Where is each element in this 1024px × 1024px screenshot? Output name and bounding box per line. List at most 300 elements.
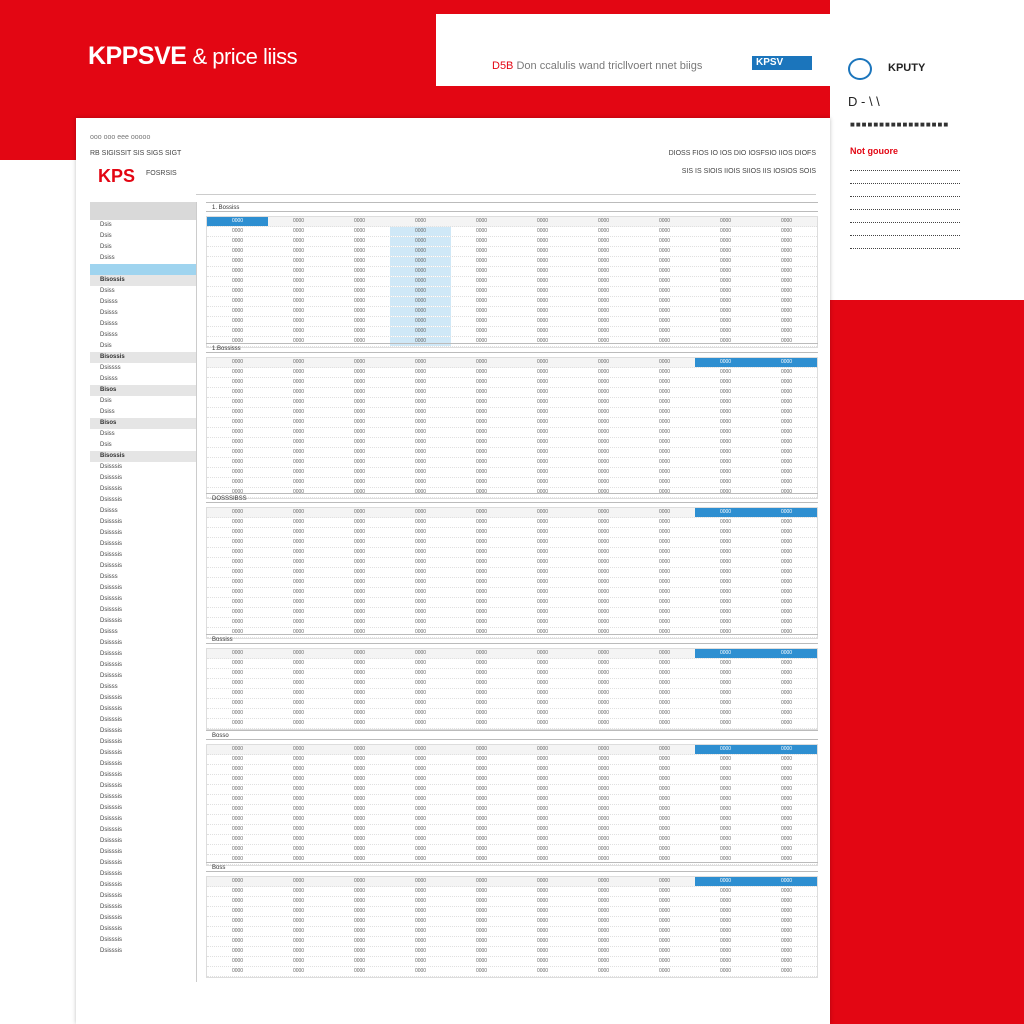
sidebar-item[interactable]: Dsisssis xyxy=(100,728,122,734)
table-cell: 0000 xyxy=(353,938,366,944)
table-cell: 0000 xyxy=(231,599,244,605)
sidebar-item[interactable]: Dsis xyxy=(100,222,112,228)
table-row[interactable] xyxy=(207,418,817,428)
sidebar-item[interactable]: Dsisssis xyxy=(100,673,122,679)
data-table xyxy=(206,876,818,978)
sidebar-item[interactable]: Dsiss xyxy=(100,288,115,294)
table-cell: 0000 xyxy=(719,389,732,395)
table-cell: 0000 xyxy=(658,650,671,656)
table-row[interactable] xyxy=(207,438,817,448)
table-cell: 0000 xyxy=(231,228,244,234)
table-cell: 0000 xyxy=(292,539,305,545)
table-cell: 0000 xyxy=(414,439,427,445)
sidebar-item[interactable]: Dsisssis xyxy=(100,761,122,767)
sidebar-item[interactable]: Dsisssis xyxy=(100,475,122,481)
table-cell: 0000 xyxy=(292,238,305,244)
table-cell: 0000 xyxy=(353,670,366,676)
table-cell: 0000 xyxy=(475,650,488,656)
sidebar-item[interactable]: Dsisssis xyxy=(100,849,122,855)
doc-controls[interactable]: SIS IS SIOIS IIOIS SIIOS IIS IOSIOS SOIS xyxy=(681,168,816,175)
table-cell: 0000 xyxy=(231,238,244,244)
table-cell: 0000 xyxy=(414,660,427,666)
sidebar-item[interactable]: Dsisssis xyxy=(100,662,122,668)
sidebar-item[interactable]: Dsisssis xyxy=(100,838,122,844)
sidebar-item[interactable]: Dsiss xyxy=(100,431,115,437)
table-row[interactable] xyxy=(207,227,817,237)
table-cell: 0000 xyxy=(231,690,244,696)
sidebar-item[interactable]: Dsisssis xyxy=(100,904,122,910)
table-cell: 0000 xyxy=(536,670,549,676)
sidebar-item[interactable]: Dsisssis xyxy=(100,464,122,470)
table-cell: 0000 xyxy=(292,359,305,365)
table-cell: 0000 xyxy=(780,786,793,792)
table-cell: 0000 xyxy=(597,389,610,395)
table-row[interactable] xyxy=(207,598,817,608)
sidebar-item[interactable]: Dsissss xyxy=(100,365,121,371)
table-cell: 0000 xyxy=(414,609,427,615)
table-cell: 0000 xyxy=(658,469,671,475)
table-row[interactable] xyxy=(207,297,817,307)
table-row[interactable] xyxy=(207,608,817,618)
sidebar-item[interactable]: Dsis xyxy=(100,233,112,239)
sidebar-item[interactable]: Dsisssis xyxy=(100,926,122,932)
table-cell: 0000 xyxy=(414,898,427,904)
table-cell: 0000 xyxy=(231,389,244,395)
table-cell: 0000 xyxy=(231,948,244,954)
table-cell: 0000 xyxy=(597,878,610,884)
table-row[interactable] xyxy=(207,618,817,628)
sidebar-item[interactable]: Dsisss xyxy=(100,684,118,690)
table-cell: 0000 xyxy=(475,720,488,726)
table-cell: 0000 xyxy=(536,846,549,852)
table-cell: 0000 xyxy=(658,429,671,435)
table-row[interactable] xyxy=(207,775,817,785)
table-cell: 0000 xyxy=(231,958,244,964)
sidebar-item[interactable]: Dsiss xyxy=(100,409,115,415)
table-cell: 0000 xyxy=(597,228,610,234)
sidebar-item[interactable]: Dsisss xyxy=(100,376,118,382)
table-cell: 0000 xyxy=(475,690,488,696)
table-row[interactable] xyxy=(207,558,817,568)
table-row[interactable] xyxy=(207,508,817,518)
table-row[interactable] xyxy=(207,307,817,317)
table-cell: 0000 xyxy=(658,756,671,762)
table-cell: 0000 xyxy=(353,479,366,485)
table-cell: 0000 xyxy=(353,569,366,575)
table-row[interactable] xyxy=(207,548,817,558)
sidebar-item[interactable]: Dsisssis xyxy=(100,915,122,921)
table-cell: 0000 xyxy=(597,469,610,475)
table-cell: 0000 xyxy=(292,328,305,334)
doc-nav-right[interactable]: DIOSS FIOS IO IOS DIO IOSFSIO IIOS DIOFS xyxy=(668,150,816,157)
table-row[interactable] xyxy=(207,917,817,927)
table-cell: 0000 xyxy=(597,806,610,812)
table-cell: 0000 xyxy=(536,650,549,656)
table-cell: 0000 xyxy=(231,720,244,726)
table-cell: 0000 xyxy=(414,599,427,605)
table-cell: 0000 xyxy=(780,559,793,565)
table-cell: 0000 xyxy=(536,238,549,244)
table-cell: 0000 xyxy=(353,288,366,294)
table-cell: 0000 xyxy=(475,379,488,385)
table-cell: 0000 xyxy=(353,369,366,375)
table-row[interactable] xyxy=(207,835,817,845)
table-cell: 0000 xyxy=(231,308,244,314)
table-row[interactable] xyxy=(207,388,817,398)
table-row[interactable] xyxy=(207,458,817,468)
table-cell: 0000 xyxy=(658,846,671,852)
table-cell: 0000 xyxy=(414,429,427,435)
sidebar-item[interactable]: Dsisssis xyxy=(100,937,122,943)
table-cell: 0000 xyxy=(475,449,488,455)
sidebar-item[interactable]: Dsisss xyxy=(100,332,118,338)
table-cell: 0000 xyxy=(719,479,732,485)
table-cell: 0000 xyxy=(353,328,366,334)
table-row[interactable] xyxy=(207,568,817,578)
table-cell: 0000 xyxy=(597,298,610,304)
table-cell: 0000 xyxy=(658,908,671,914)
doc-top-line: ooo ooo eee ooooo xyxy=(90,134,151,141)
table-row[interactable] xyxy=(207,709,817,719)
table-cell: 0000 xyxy=(536,766,549,772)
table-cell: 0000 xyxy=(658,439,671,445)
table-row[interactable] xyxy=(207,468,817,478)
table-cell: 0000 xyxy=(231,710,244,716)
table-row[interactable] xyxy=(207,887,817,897)
table-cell: 0000 xyxy=(658,228,671,234)
table-cell: 0000 xyxy=(719,439,732,445)
table-cell: 0000 xyxy=(658,258,671,264)
table-row[interactable] xyxy=(207,825,817,835)
sidebar-item[interactable]: Dsisssis xyxy=(100,871,122,877)
table-cell: 0000 xyxy=(780,670,793,676)
table-row[interactable] xyxy=(207,897,817,907)
table-cell: 0000 xyxy=(658,328,671,334)
sidebar-item[interactable]: Dsisssis xyxy=(100,585,122,591)
table-cell: 0000 xyxy=(719,328,732,334)
table-row[interactable] xyxy=(207,518,817,528)
table-cell: 0000 xyxy=(536,700,549,706)
table-row[interactable] xyxy=(207,247,817,257)
table-row[interactable] xyxy=(207,217,817,227)
sidebar-item[interactable]: Dsisssis xyxy=(100,486,122,492)
table-cell: 0000 xyxy=(292,399,305,405)
table-cell: 0000 xyxy=(658,288,671,294)
table-cell: 0000 xyxy=(231,258,244,264)
table-cell: 0000 xyxy=(353,700,366,706)
table-cell: 0000 xyxy=(658,690,671,696)
table-cell: 0000 xyxy=(414,918,427,924)
table-row[interactable] xyxy=(207,327,817,337)
table-cell: 0000 xyxy=(414,756,427,762)
table-row[interactable] xyxy=(207,428,817,438)
table-cell: 0000 xyxy=(353,359,366,365)
brand-circle-icon xyxy=(848,58,872,80)
table-cell: 0000 xyxy=(780,589,793,595)
table-cell: 0000 xyxy=(536,898,549,904)
sidebar-item[interactable]: Dsisssis xyxy=(100,739,122,745)
table-row[interactable] xyxy=(207,659,817,669)
sidebar-item[interactable]: Dsisssis xyxy=(100,618,122,624)
table-cell: 0000 xyxy=(475,918,488,924)
table-row[interactable] xyxy=(207,679,817,689)
table-row[interactable] xyxy=(207,538,817,548)
table-cell: 0000 xyxy=(414,856,427,862)
table-row[interactable] xyxy=(207,815,817,825)
sidebar-item[interactable]: Dsisss xyxy=(100,574,118,580)
table-cell: 0000 xyxy=(536,776,549,782)
sidebar-item[interactable]: Dsisssis xyxy=(100,563,122,569)
sidebar-item[interactable]: Dsisssis xyxy=(100,783,122,789)
table-row[interactable] xyxy=(207,947,817,957)
table-row[interactable] xyxy=(207,478,817,488)
search-input[interactable] xyxy=(196,184,816,195)
table-row[interactable] xyxy=(207,785,817,795)
table-row[interactable] xyxy=(207,745,817,755)
table-cell: 0000 xyxy=(719,888,732,894)
table-cell: 0000 xyxy=(292,746,305,752)
table-cell: 0000 xyxy=(292,278,305,284)
table-cell: 0000 xyxy=(475,369,488,375)
table-cell: 0000 xyxy=(231,680,244,686)
table-cell: 0000 xyxy=(414,846,427,852)
table-cell: 0000 xyxy=(536,680,549,686)
table-row[interactable] xyxy=(207,699,817,709)
table-cell: 0000 xyxy=(231,359,244,365)
table-cell: 0000 xyxy=(231,509,244,515)
table-row[interactable] xyxy=(207,795,817,805)
sidebar-item[interactable]: Dsisssis xyxy=(100,750,122,756)
sidebar-item[interactable]: Dsisssis xyxy=(100,816,122,822)
table-row[interactable] xyxy=(207,528,817,538)
table-cell: 0000 xyxy=(231,766,244,772)
table-row[interactable] xyxy=(207,408,817,418)
table-row[interactable] xyxy=(207,267,817,277)
table-row[interactable] xyxy=(207,277,817,287)
table-cell: 0000 xyxy=(414,746,427,752)
table-row[interactable] xyxy=(207,358,817,368)
table-cell: 0000 xyxy=(353,898,366,904)
table-cell: 0000 xyxy=(597,846,610,852)
table-cell: 0000 xyxy=(475,746,488,752)
table-cell: 0000 xyxy=(475,928,488,934)
table-cell: 0000 xyxy=(658,898,671,904)
sidebar-item[interactable]: Dsisssis xyxy=(100,882,122,888)
table-cell: 0000 xyxy=(292,938,305,944)
table-cell: 0000 xyxy=(658,826,671,832)
table-cell: 0000 xyxy=(597,776,610,782)
table-cell: 0000 xyxy=(719,379,732,385)
table-cell: 0000 xyxy=(353,519,366,525)
table-cell: 0000 xyxy=(536,786,549,792)
table-cell: 0000 xyxy=(597,489,610,495)
table-row[interactable] xyxy=(207,765,817,775)
table-cell: 0000 xyxy=(353,308,366,314)
table-cell: 0000 xyxy=(597,479,610,485)
sidebar-item[interactable]: Dsisss xyxy=(100,508,118,514)
table-cell: 0000 xyxy=(475,288,488,294)
table-cell: 0000 xyxy=(536,908,549,914)
table-cell: 0000 xyxy=(780,449,793,455)
table-cell: 0000 xyxy=(658,268,671,274)
table-row[interactable] xyxy=(207,755,817,765)
table-cell: 0000 xyxy=(292,318,305,324)
table-cell: 0000 xyxy=(719,629,732,635)
sidebar-item[interactable]: Dsisss xyxy=(100,299,118,305)
sidebar-item[interactable]: Dsisssis xyxy=(100,607,122,613)
sidebar-item[interactable] xyxy=(90,264,196,275)
table-cell: 0000 xyxy=(780,258,793,264)
sidebar-item[interactable]: Dsisssis xyxy=(100,519,122,525)
table-cell: 0000 xyxy=(780,529,793,535)
table-cell: 0000 xyxy=(414,619,427,625)
table-cell: 0000 xyxy=(597,589,610,595)
table-row[interactable] xyxy=(207,649,817,659)
sidebar-item[interactable]: Dsisssis xyxy=(100,717,122,723)
table-cell: 0000 xyxy=(292,856,305,862)
table-cell: 0000 xyxy=(231,248,244,254)
sidebar-item[interactable]: Bisossis xyxy=(90,352,196,363)
sidebar-item[interactable]: Dsisss xyxy=(100,629,118,635)
table-row[interactable] xyxy=(207,588,817,598)
table-row[interactable] xyxy=(207,257,817,267)
table-cell: 0000 xyxy=(536,888,549,894)
table-cell: 0000 xyxy=(414,786,427,792)
table-cell: 0000 xyxy=(475,338,488,344)
sidebar-item[interactable]: Dsisssis xyxy=(100,695,122,701)
sidebar-item[interactable]: Dsisssis xyxy=(100,596,122,602)
sidebar-item[interactable]: Dsiss xyxy=(100,255,115,261)
sidebar-item[interactable]: Bisos xyxy=(90,418,196,429)
table-cell: 0000 xyxy=(719,856,732,862)
table-row[interactable] xyxy=(207,578,817,588)
table-row[interactable] xyxy=(207,448,817,458)
table-cell: 0000 xyxy=(231,746,244,752)
table-cell: 0000 xyxy=(658,599,671,605)
sidebar-item[interactable]: Dsisssis xyxy=(100,530,122,536)
table-cell: 0000 xyxy=(780,308,793,314)
table-cell: 0000 xyxy=(231,826,244,832)
table-cell: 0000 xyxy=(597,338,610,344)
table-cell: 0000 xyxy=(536,258,549,264)
table-row[interactable] xyxy=(207,967,817,977)
sidebar-item[interactable]: Bisossis xyxy=(90,451,196,462)
table-row[interactable] xyxy=(207,287,817,297)
table-cell: 0000 xyxy=(780,856,793,862)
sidebar-item[interactable]: Dsisssis xyxy=(100,893,122,899)
data-table xyxy=(206,744,818,866)
sidebar-item[interactable]: Dsis xyxy=(100,244,112,250)
sidebar-item[interactable]: Bisos xyxy=(90,385,196,396)
table-cell: 0000 xyxy=(597,660,610,666)
table-cell: 0000 xyxy=(292,479,305,485)
table-cell: 0000 xyxy=(475,258,488,264)
table-row[interactable] xyxy=(207,669,817,679)
sidebar-item[interactable]: Bisossis xyxy=(90,275,196,286)
doc-nav[interactable]: RB SIGISSIT SIS SIGS SIGT xyxy=(90,150,182,157)
table-cell: 0000 xyxy=(231,519,244,525)
table-row[interactable] xyxy=(207,907,817,917)
table-row[interactable] xyxy=(207,237,817,247)
table-row[interactable] xyxy=(207,845,817,855)
table-cell: 0000 xyxy=(475,439,488,445)
table-row[interactable] xyxy=(207,805,817,815)
table-cell: 0000 xyxy=(414,509,427,515)
sidebar-item[interactable]: Dsisssis xyxy=(100,805,122,811)
sidebar-item[interactable]: Dsis xyxy=(100,442,112,448)
table-row[interactable] xyxy=(207,957,817,967)
table-row[interactable] xyxy=(207,877,817,887)
table-row[interactable] xyxy=(207,927,817,937)
table-cell: 0000 xyxy=(597,288,610,294)
table-row[interactable] xyxy=(207,937,817,947)
sidebar-item[interactable]: Dsisssis xyxy=(100,497,122,503)
table-cell: 0000 xyxy=(475,479,488,485)
table-cell: 0000 xyxy=(353,228,366,234)
table-cell: 0000 xyxy=(292,419,305,425)
table-cell: 0000 xyxy=(292,439,305,445)
sidebar-item[interactable]: Dsis xyxy=(100,398,112,404)
table-cell: 0000 xyxy=(597,419,610,425)
table-cell: 0000 xyxy=(719,816,732,822)
table-cell: 0000 xyxy=(719,539,732,545)
sidebar-item[interactable]: Dsisssis xyxy=(100,706,122,712)
table-cell: 0000 xyxy=(353,268,366,274)
table-row[interactable] xyxy=(207,378,817,388)
table-cell: 0000 xyxy=(414,766,427,772)
sidebar-item[interactable]: Dsisss xyxy=(100,310,118,316)
table-cell: 0000 xyxy=(414,519,427,525)
table-cell: 0000 xyxy=(780,629,793,635)
table-cell: 0000 xyxy=(597,958,610,964)
table-row[interactable] xyxy=(207,719,817,729)
table-cell: 0000 xyxy=(353,399,366,405)
table-cell: 0000 xyxy=(414,806,427,812)
table-cell: 0000 xyxy=(353,559,366,565)
table-cell: 0000 xyxy=(597,318,610,324)
section-header: Bosso xyxy=(206,730,818,740)
table-cell: 0000 xyxy=(536,248,549,254)
table-row[interactable] xyxy=(207,398,817,408)
table-row[interactable] xyxy=(207,317,817,327)
banner-logo[interactable]: KPSV xyxy=(752,56,812,70)
sidebar-item[interactable]: Dsisssis xyxy=(100,651,122,657)
table-cell: 0000 xyxy=(414,908,427,914)
sidebar-item[interactable]: Dsisssis xyxy=(100,794,122,800)
table-row[interactable] xyxy=(207,689,817,699)
sidebar-item[interactable]: Dsisssis xyxy=(100,827,122,833)
table-row[interactable] xyxy=(207,368,817,378)
sidebar-item[interactable]: Dsisss xyxy=(100,321,118,327)
sidebar-item[interactable]: Dsisssis xyxy=(100,772,122,778)
sidebar-item[interactable]: Dsis xyxy=(100,343,112,349)
table-cell: 0000 xyxy=(719,756,732,762)
table-cell: 0000 xyxy=(658,720,671,726)
table-cell: 0000 xyxy=(780,328,793,334)
table-cell: 0000 xyxy=(231,439,244,445)
table-cell: 0000 xyxy=(597,700,610,706)
table-cell: 0000 xyxy=(292,579,305,585)
sidebar-item[interactable]: Dsisssis xyxy=(100,541,122,547)
table-cell: 0000 xyxy=(414,579,427,585)
table-cell: 0000 xyxy=(658,710,671,716)
sidebar-item[interactable]: Dsisssis xyxy=(100,860,122,866)
table-cell: 0000 xyxy=(231,399,244,405)
side-panel xyxy=(836,52,1024,300)
sidebar-item[interactable]: Dsisssis xyxy=(100,552,122,558)
sidebar-item[interactable]: Dsisssis xyxy=(100,640,122,646)
sidebar-item[interactable]: Dsisssis xyxy=(100,948,122,954)
